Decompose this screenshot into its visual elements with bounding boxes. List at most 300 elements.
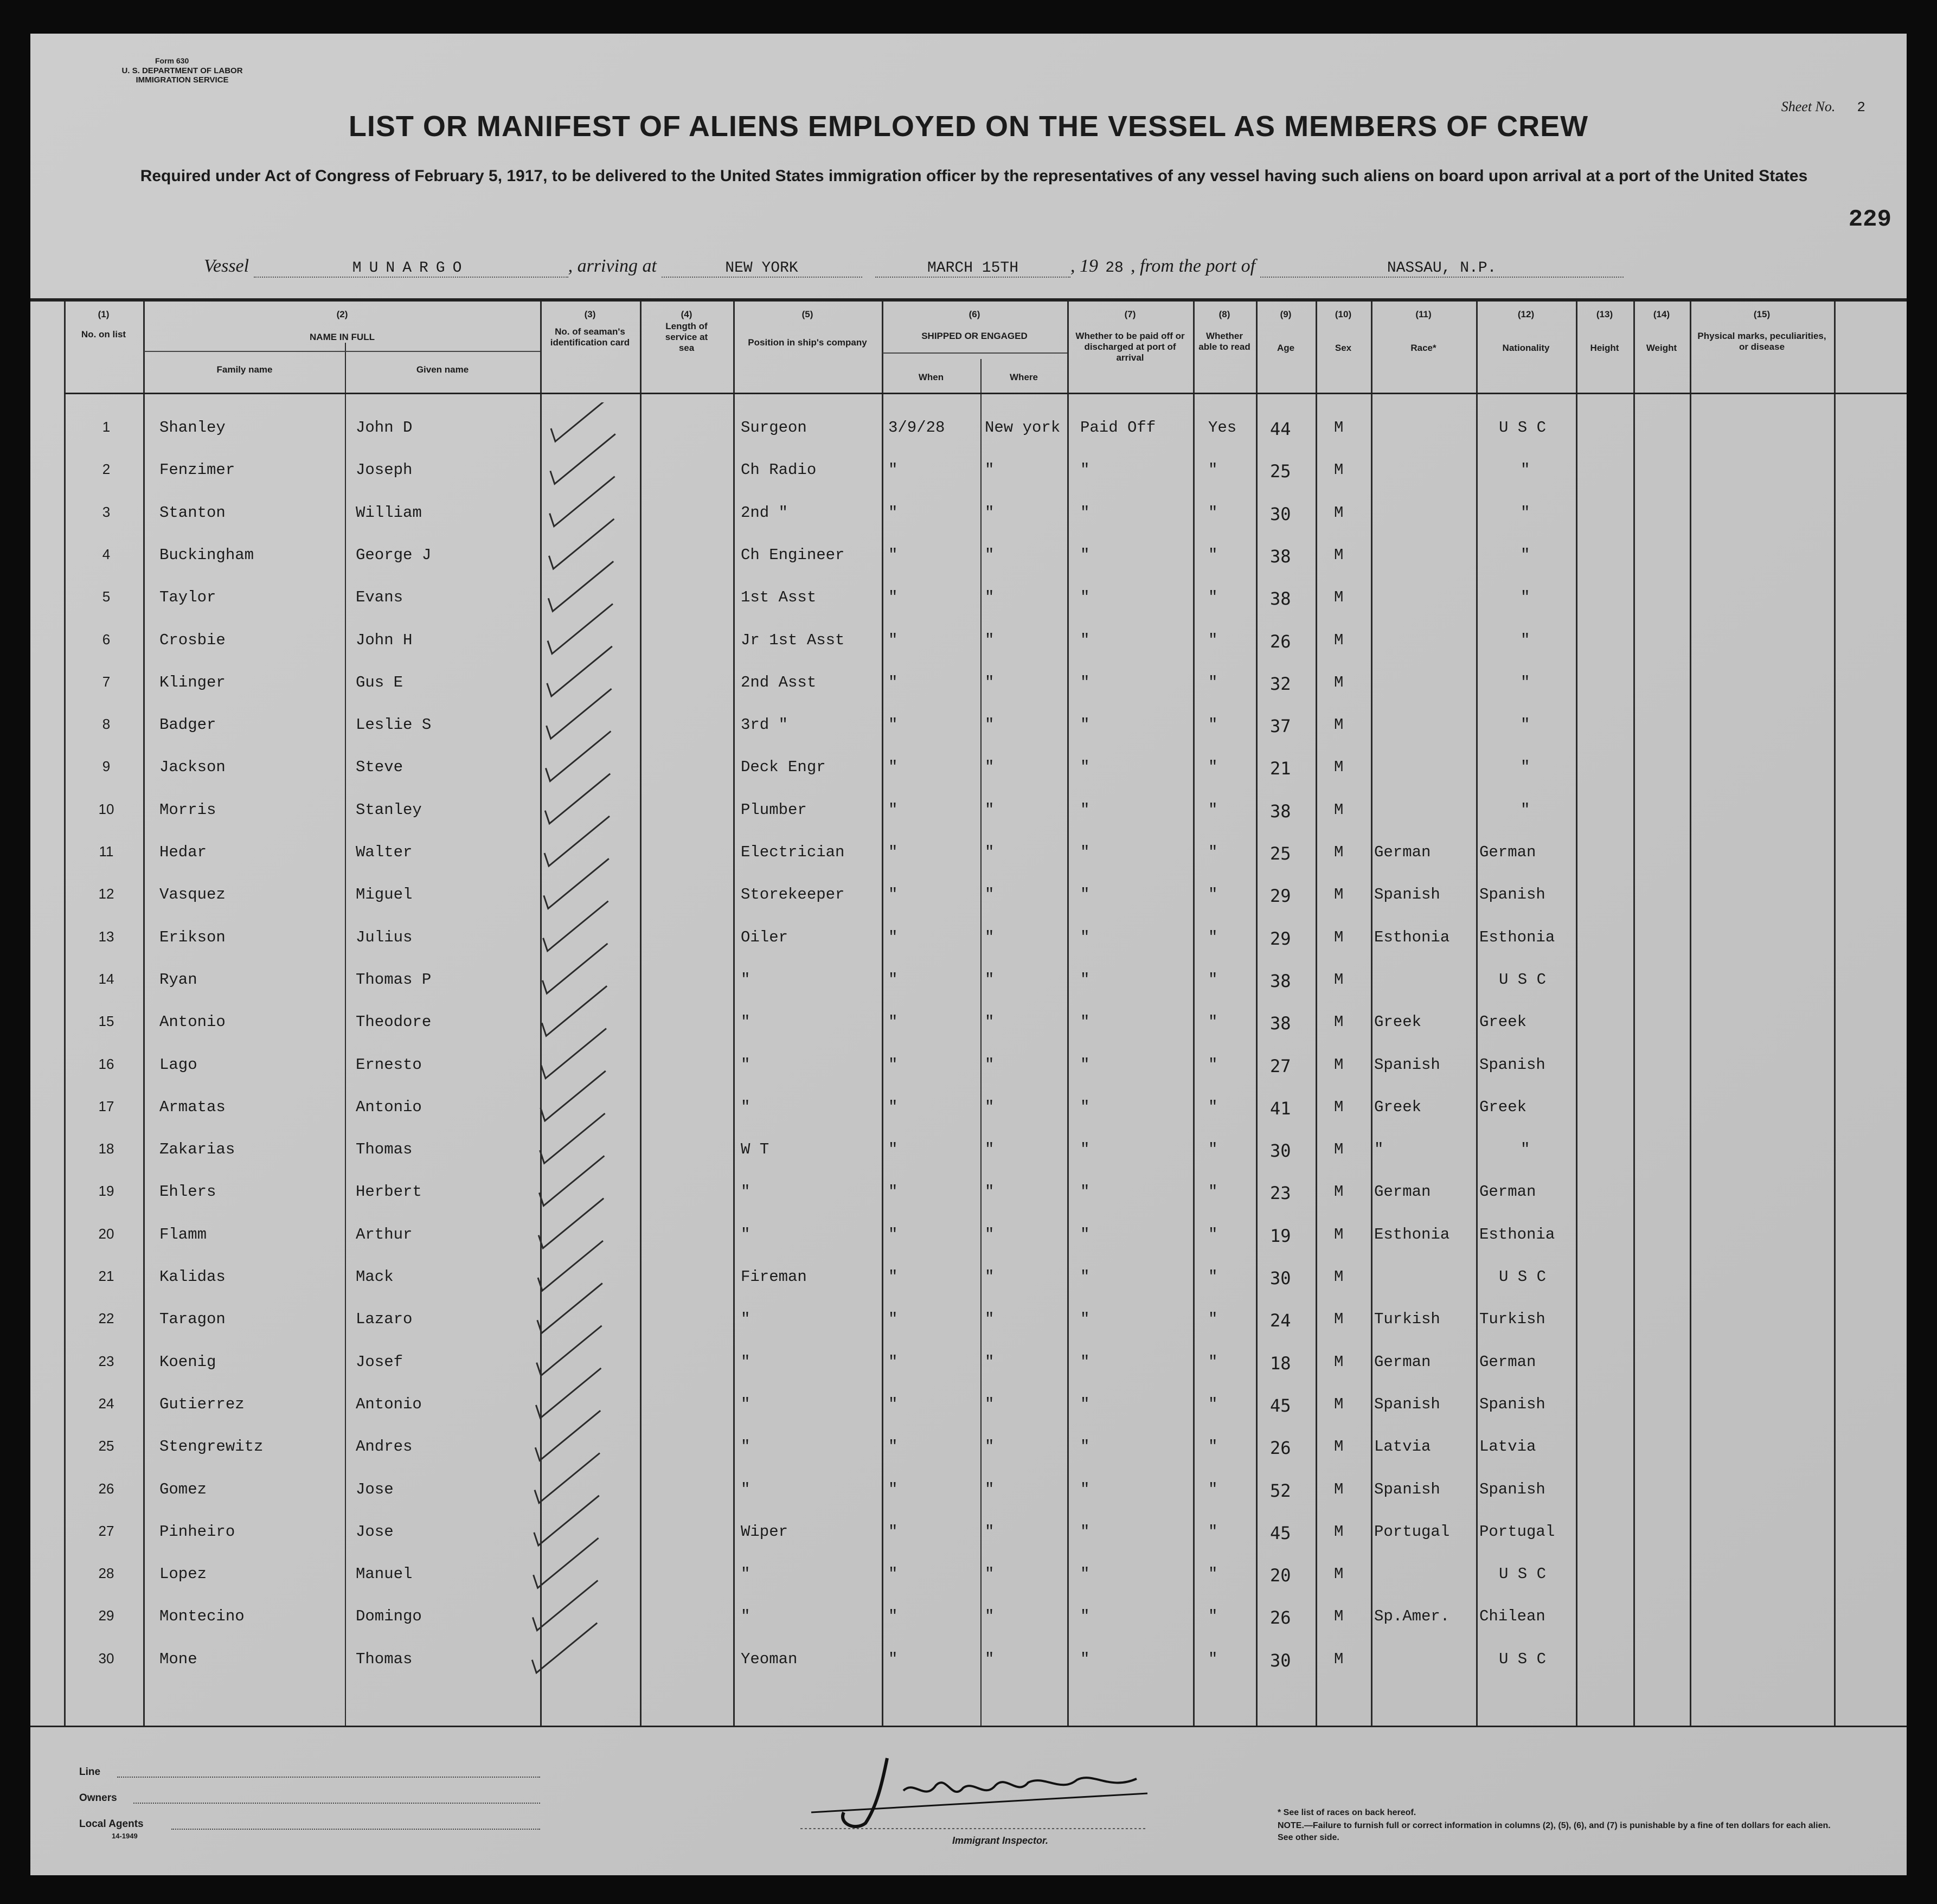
- form-number: Form 630: [155, 56, 189, 65]
- check-mark: [538, 1198, 604, 1248]
- paid-off: ": [1080, 631, 1090, 649]
- able-to-read: ": [1208, 1098, 1218, 1116]
- shipped-where: ": [985, 1607, 995, 1626]
- sex: M: [1334, 1140, 1344, 1159]
- shipped-where: ": [985, 1650, 995, 1668]
- svg-text:John P. Gibson: John P. Gibson: [963, 1780, 1136, 1807]
- check-mark: [548, 561, 613, 611]
- family-name: Montecino: [159, 1607, 245, 1626]
- col-5-number: (5): [801, 309, 813, 319]
- check-mark: [551, 402, 616, 441]
- sex: M: [1334, 1310, 1344, 1329]
- nationality: Portugal: [1479, 1522, 1555, 1541]
- col-15-number: (15): [1753, 309, 1771, 319]
- sex: M: [1334, 970, 1344, 989]
- given-name: Herbert: [356, 1183, 422, 1201]
- nationality: U S C: [1499, 970, 1547, 989]
- row-number: 26: [98, 1480, 114, 1497]
- row-number: 17: [98, 1098, 114, 1114]
- shipped-when: ": [888, 1522, 898, 1541]
- check-mark: [546, 731, 611, 781]
- shipped-when: ": [888, 970, 898, 989]
- family-name: Lopez: [159, 1565, 207, 1584]
- position: Oiler: [741, 928, 788, 946]
- shipped-when: 3/9/28: [888, 419, 945, 437]
- paid-off: ": [1080, 1438, 1090, 1456]
- row-number: 6: [102, 631, 111, 648]
- family-name: Flamm: [159, 1225, 207, 1243]
- table-row: [30, 1214, 1907, 1256]
- check-mark: [537, 1326, 602, 1376]
- sex: M: [1334, 1438, 1344, 1456]
- table-row: [30, 407, 1907, 449]
- col-header-sex: Sex: [1335, 343, 1352, 353]
- age: 25: [1270, 843, 1291, 864]
- arrival-date: MARCH 15TH: [875, 260, 1070, 278]
- position: ": [741, 1352, 751, 1371]
- able-to-read: ": [1208, 1225, 1218, 1243]
- check-mark: [541, 1071, 606, 1121]
- shipped-where: ": [985, 1140, 995, 1159]
- shipped-where: ": [985, 886, 995, 904]
- shipped-when: ": [888, 461, 898, 479]
- row-number: 18: [98, 1140, 114, 1157]
- shipped-where: ": [985, 758, 995, 777]
- col-6-number: (6): [968, 309, 980, 319]
- shipped-where: New york: [985, 419, 1061, 437]
- row-number: 29: [98, 1607, 114, 1624]
- check-mark: [534, 1496, 599, 1546]
- race: German: [1374, 843, 1431, 861]
- check-mark: [542, 944, 607, 993]
- col-header-height: Height: [1590, 343, 1619, 353]
- paid-off: ": [1080, 1140, 1090, 1159]
- table-row: [30, 619, 1907, 662]
- col-13-number: (13): [1596, 309, 1613, 319]
- race: German: [1374, 1183, 1431, 1201]
- table-row: [30, 746, 1907, 788]
- paid-off: ": [1080, 461, 1090, 479]
- position: ": [741, 1225, 751, 1243]
- check-mark: [535, 1453, 600, 1503]
- given-name: Manuel: [356, 1565, 413, 1584]
- able-to-read: ": [1208, 1140, 1218, 1159]
- shipped-where: ": [985, 1522, 995, 1541]
- table-row: [30, 1595, 1907, 1638]
- sex: M: [1334, 1183, 1344, 1201]
- position: Surgeon: [741, 419, 807, 437]
- paid-off: ": [1080, 843, 1090, 861]
- check-mark: [544, 816, 610, 866]
- table-row: [30, 449, 1907, 491]
- sex: M: [1334, 843, 1344, 861]
- given-name: Thomas: [356, 1650, 413, 1668]
- paid-off: ": [1080, 928, 1090, 946]
- check-mark: [534, 1538, 599, 1588]
- age: 44: [1270, 419, 1291, 439]
- age: 45: [1270, 1395, 1291, 1416]
- paid-off: ": [1080, 1055, 1090, 1074]
- col-3-number: (3): [584, 309, 596, 319]
- paid-off: ": [1080, 1480, 1090, 1498]
- family-name: Gomez: [159, 1480, 207, 1498]
- shipped-when: ": [888, 1055, 898, 1074]
- line-label: Line: [79, 1766, 101, 1778]
- sex: M: [1334, 716, 1344, 734]
- race: Sp.Amer.: [1374, 1607, 1450, 1626]
- row-number: 28: [98, 1565, 114, 1582]
- race: Spanish: [1374, 1395, 1440, 1413]
- col-header-given-name: Given name: [416, 364, 469, 375]
- check-mark: [536, 1368, 601, 1418]
- table-row: [30, 1638, 1907, 1681]
- row-number: 25: [98, 1438, 114, 1454]
- paid-off: ": [1080, 1607, 1090, 1626]
- position: Ch Engineer: [741, 546, 845, 564]
- table-bottom-rule: [30, 1726, 1907, 1727]
- position: W T: [741, 1140, 769, 1159]
- able-to-read: Yes: [1208, 419, 1237, 437]
- position: 2nd ": [741, 503, 788, 522]
- given-name: Julius: [356, 928, 413, 946]
- able-to-read: ": [1208, 1607, 1218, 1626]
- given-name: Andres: [356, 1438, 413, 1456]
- check-mark: [538, 1241, 603, 1291]
- shipped-where: ": [985, 800, 995, 819]
- sheet-number: Sheet No. 2: [1781, 99, 1865, 116]
- shipped-where: ": [985, 461, 995, 479]
- age: 52: [1270, 1480, 1291, 1501]
- able-to-read: ": [1208, 1310, 1218, 1329]
- race: Greek: [1374, 1098, 1422, 1116]
- nationality: ": [1521, 461, 1530, 479]
- check-mark: [542, 986, 607, 1036]
- position: ": [741, 1098, 751, 1116]
- able-to-read: ": [1208, 503, 1218, 522]
- shipped-where: ": [985, 843, 995, 861]
- row-number: 20: [98, 1225, 114, 1242]
- col-header-service: Length of service at sea: [665, 321, 708, 353]
- age: 30: [1270, 1650, 1291, 1671]
- shipped-where: ": [985, 716, 995, 734]
- paid-off: ": [1080, 886, 1090, 904]
- col-14-number: (14): [1653, 309, 1670, 319]
- family-name: Buckingham: [159, 546, 254, 564]
- age: 38: [1270, 588, 1291, 610]
- age: 23: [1270, 1183, 1291, 1204]
- age: 38: [1270, 800, 1291, 822]
- row-number: 4: [102, 546, 111, 562]
- shipped-where: ": [985, 546, 995, 564]
- given-name: Thomas: [356, 1140, 413, 1159]
- able-to-read: ": [1208, 546, 1218, 564]
- table-row: [30, 1044, 1907, 1086]
- sex: M: [1334, 1522, 1344, 1541]
- row-number: 1: [102, 419, 111, 435]
- sex: M: [1334, 1607, 1344, 1626]
- inspector-label: Immigrant Inspector.: [952, 1835, 1049, 1846]
- check-mark: [547, 689, 612, 739]
- age: 20: [1270, 1565, 1291, 1586]
- shipped-when: ": [888, 631, 898, 649]
- shipped-when: ": [888, 1225, 898, 1243]
- race-note: * See list of races on back hereof.: [1278, 1808, 1416, 1817]
- paid-off: ": [1080, 588, 1090, 607]
- row-number: 27: [98, 1522, 114, 1539]
- family-name: Gutierrez: [159, 1395, 245, 1413]
- age: 21: [1270, 758, 1291, 779]
- table-row: [30, 831, 1907, 874]
- shipped-when: ": [888, 1565, 898, 1584]
- family-name: Mone: [159, 1650, 197, 1668]
- given-name: Miguel: [356, 886, 413, 904]
- department-name: U. S. DEPARTMENT OF LABOR IMMIGRATION SERVICE: [121, 66, 243, 85]
- able-to-read: ": [1208, 758, 1218, 777]
- race: Portugal: [1374, 1522, 1450, 1541]
- check-mark: [548, 604, 613, 654]
- nationality: U S C: [1499, 1268, 1547, 1286]
- able-to-read: ": [1208, 588, 1218, 607]
- shipped-when: ": [888, 1395, 898, 1413]
- age: 29: [1270, 928, 1291, 949]
- shipped-when: ": [888, 546, 898, 564]
- table-row: [30, 789, 1907, 831]
- family-name: Badger: [159, 716, 216, 734]
- nationality: ": [1521, 673, 1530, 691]
- position: ": [741, 970, 751, 989]
- col-header-when: When: [918, 372, 944, 382]
- nationality: ": [1521, 546, 1530, 564]
- able-to-read: ": [1208, 1055, 1218, 1074]
- nationality: Spanish: [1479, 886, 1545, 904]
- given-name: Jose: [356, 1480, 394, 1498]
- paid-off: ": [1080, 546, 1090, 564]
- able-to-read: ": [1208, 1395, 1218, 1413]
- shipped-when: ": [888, 1607, 898, 1626]
- shipped-where: ": [985, 970, 995, 989]
- paid-off: ": [1080, 970, 1090, 989]
- shipped-when: ": [888, 1183, 898, 1201]
- paid-off: ": [1080, 1650, 1090, 1668]
- row-number: 30: [98, 1650, 114, 1666]
- shipped-when: ": [888, 1480, 898, 1498]
- paid-off: ": [1080, 1395, 1090, 1413]
- col-header-list-no: No. on list: [81, 329, 126, 339]
- shipped-when: ": [888, 1268, 898, 1286]
- row-number: 12: [98, 886, 114, 902]
- table-row: [30, 1426, 1907, 1468]
- position: ": [741, 1438, 751, 1456]
- family-name: Erikson: [159, 928, 226, 946]
- given-name: Theodore: [356, 1013, 432, 1031]
- row-number: 2: [102, 461, 111, 478]
- nationality: Latvia: [1479, 1438, 1536, 1456]
- col-11-number: (11): [1415, 309, 1432, 319]
- able-to-read: ": [1208, 631, 1218, 649]
- given-name: Antonio: [356, 1098, 422, 1116]
- race: Latvia: [1374, 1438, 1431, 1456]
- age: 27: [1270, 1055, 1291, 1076]
- sex: M: [1334, 1225, 1344, 1243]
- table-row: [30, 1129, 1907, 1171]
- shipped-where: ": [985, 1183, 995, 1201]
- row-number: 14: [98, 970, 114, 987]
- paid-off: ": [1080, 1352, 1090, 1371]
- table-row: [30, 1086, 1907, 1129]
- family-name: Armatas: [159, 1098, 226, 1116]
- given-name: Joseph: [356, 461, 413, 479]
- family-name: Taylor: [159, 588, 216, 607]
- given-name: William: [356, 503, 422, 522]
- family-name: Hedar: [159, 843, 207, 861]
- shipped-when: ": [888, 843, 898, 861]
- age: 18: [1270, 1352, 1291, 1374]
- given-name: Antonio: [356, 1395, 422, 1413]
- row-number: 10: [98, 800, 114, 817]
- able-to-read: ": [1208, 1650, 1218, 1668]
- check-mark: [537, 1283, 602, 1333]
- race: Spanish: [1374, 1055, 1440, 1074]
- given-name: Lazaro: [356, 1310, 413, 1329]
- sex: M: [1334, 419, 1344, 437]
- position: 2nd Asst: [741, 673, 817, 691]
- family-name: Kalidas: [159, 1268, 226, 1286]
- shipped-when: ": [888, 1013, 898, 1031]
- given-name: Walter: [356, 843, 413, 861]
- shipped-where: ": [985, 673, 995, 691]
- departure-port: NASSAU, N.P.: [1260, 260, 1624, 278]
- position: ": [741, 1055, 751, 1074]
- table-row: [30, 1383, 1907, 1426]
- check-mark: [541, 1029, 606, 1079]
- shipped-when: ": [888, 673, 898, 691]
- col-9-number: (9): [1280, 309, 1292, 319]
- shipped-when: ": [888, 758, 898, 777]
- given-name: Josef: [356, 1352, 403, 1371]
- nationality: ": [1521, 758, 1530, 777]
- able-to-read: ": [1208, 1013, 1218, 1031]
- nationality: Esthonia: [1479, 1225, 1555, 1243]
- check-mark: [540, 1113, 605, 1163]
- family-name: Crosbie: [159, 631, 226, 649]
- col-header-paid-off: Whether to be paid off or discharged at port of arrival: [1075, 331, 1185, 363]
- table-row: [30, 1001, 1907, 1043]
- sex: M: [1334, 1013, 1344, 1031]
- col-header-read: Whether able to read: [1198, 331, 1250, 352]
- manifest-sheet: [30, 34, 1907, 1875]
- nationality: ": [1521, 716, 1530, 734]
- nationality: Spanish: [1479, 1055, 1545, 1074]
- nationality: German: [1479, 843, 1536, 861]
- position: Ch Radio: [741, 461, 817, 479]
- col-header-position: Position in ship's company: [748, 337, 867, 348]
- row-number: 13: [98, 928, 114, 945]
- penalty-note: NOTE.—Failure to furnish full or correct information in columns (2), (5), (6), and (7) is punishable by a fine of ten dollars for each alien. See other side.: [1278, 1821, 1831, 1842]
- sex: M: [1334, 1650, 1344, 1668]
- check-mark: [539, 1156, 604, 1206]
- shipped-when: ": [888, 928, 898, 946]
- check-mark: [545, 774, 610, 824]
- sex: M: [1334, 800, 1344, 819]
- table-top-rule: [30, 298, 1907, 302]
- position: Jr 1st Asst: [741, 631, 845, 649]
- family-name: Zakarias: [159, 1140, 235, 1159]
- shipped-when: ": [888, 1650, 898, 1668]
- check-mark: [550, 434, 615, 484]
- arrival-year: 28: [1105, 260, 1124, 277]
- family-name: Taragon: [159, 1310, 226, 1329]
- check-mark: [549, 519, 614, 569]
- race: Turkish: [1374, 1310, 1440, 1329]
- race: Esthonia: [1374, 928, 1450, 946]
- row-number: 15: [98, 1013, 114, 1030]
- shipped-when: ": [888, 1310, 898, 1329]
- age: 26: [1270, 1607, 1291, 1629]
- able-to-read: ": [1208, 1183, 1218, 1201]
- col-10-number: (10): [1335, 309, 1352, 319]
- paid-off: Paid Off: [1080, 419, 1156, 437]
- position: Wiper: [741, 1522, 788, 1541]
- table-row: [30, 874, 1907, 916]
- col-header-where: Where: [1010, 372, 1038, 382]
- table-row: [30, 916, 1907, 959]
- paid-off: ": [1080, 716, 1090, 734]
- row-number: 24: [98, 1395, 114, 1412]
- position: 1st Asst: [741, 588, 817, 607]
- family-name: Stengrewitz: [159, 1438, 264, 1456]
- col-7-number: (7): [1124, 309, 1136, 319]
- position: ": [741, 1395, 751, 1413]
- family-name: Vasquez: [159, 886, 226, 904]
- given-name: Jose: [356, 1522, 394, 1541]
- shipped-where: ": [985, 1013, 995, 1031]
- row-number: 11: [99, 843, 114, 860]
- position: 3rd ": [741, 716, 788, 734]
- paid-off: ": [1080, 673, 1090, 691]
- table-row: [30, 576, 1907, 619]
- age: 38: [1270, 546, 1291, 567]
- able-to-read: ": [1208, 928, 1218, 946]
- shipped-when: ": [888, 1438, 898, 1456]
- paid-off: ": [1080, 1522, 1090, 1541]
- given-name: Stanley: [356, 800, 422, 819]
- age: 26: [1270, 1438, 1291, 1459]
- position: ": [741, 1565, 751, 1584]
- family-name: Fenzimer: [159, 461, 235, 479]
- race: German: [1374, 1352, 1431, 1371]
- position: Storekeeper: [741, 886, 845, 904]
- able-to-read: ": [1208, 461, 1218, 479]
- sex: M: [1334, 461, 1344, 479]
- age: 32: [1270, 673, 1291, 694]
- nationality: Greek: [1479, 1098, 1527, 1116]
- page-title: LIST OR MANIFEST OF ALIENS EMPLOYED ON THE VESSEL AS MEMBERS OF CREW: [348, 110, 1589, 143]
- given-name: John D: [356, 419, 413, 437]
- given-name: John H: [356, 631, 413, 649]
- nationality: U S C: [1499, 419, 1547, 437]
- shipped-where: ": [985, 1438, 995, 1456]
- paid-off: ": [1080, 800, 1090, 819]
- family-name: Antonio: [159, 1013, 226, 1031]
- nationality: German: [1479, 1352, 1536, 1371]
- col-header-id-card: No. of seaman's identification card: [550, 326, 630, 348]
- nationality: ": [1521, 503, 1530, 522]
- check-mark: [535, 1411, 600, 1460]
- position: Deck Engr: [741, 758, 826, 777]
- nationality: U S C: [1499, 1565, 1547, 1584]
- row-number: 16: [98, 1055, 114, 1072]
- table-row: [30, 1171, 1907, 1213]
